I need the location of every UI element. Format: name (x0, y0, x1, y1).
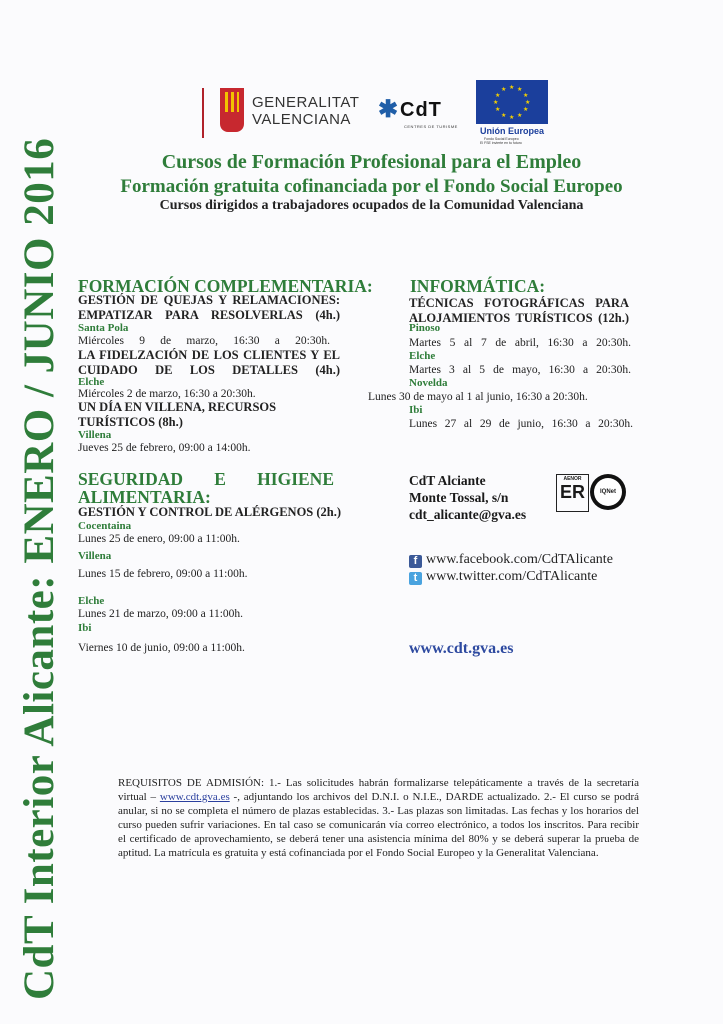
course-location: Elche (78, 376, 105, 388)
course-location: Elche (78, 595, 105, 607)
eu-logo (476, 80, 548, 144)
course-date: Lunes 25 de enero, 09:00 a 11:00h. (78, 533, 240, 545)
website-link[interactable]: www.cdt.gva.es (409, 640, 514, 657)
aenor-label: AENOR (563, 476, 582, 482)
cdt-star-icon: ✱ (378, 96, 399, 123)
cdt-logo (378, 95, 468, 131)
header-audience: Cursos dirigidos a trabajadores ocupados de la Comunidad Valenciana (159, 198, 584, 213)
aenor-badge (556, 474, 589, 512)
course-title: GESTIÓN Y CONTROL DE ALÉRGENOS (2h.) (78, 505, 342, 519)
course-location: Villena (78, 429, 112, 441)
course-date: Martes 5 al 7 de abril, 16:30 a 20:30h. (409, 337, 631, 349)
requisitos-text (118, 776, 639, 860)
iqnet-label: IQNet (594, 478, 622, 506)
logo-divider (202, 88, 204, 138)
twitter-link[interactable] (409, 569, 597, 585)
course-date: Lunes 21 de marzo, 09:00 a 11:00h. (78, 608, 244, 620)
course-location: Villena (78, 550, 112, 562)
section-title-informatica: INFORMÁTICA: (410, 276, 546, 296)
twitter-icon: t (409, 572, 422, 585)
course-location: Santa Pola (78, 322, 129, 334)
course-date: Jueves 25 de febrero, 09:00 a 14:00h. (78, 442, 251, 454)
course-location: Novelda (409, 377, 448, 389)
course-location: Ibi (409, 404, 423, 416)
section-title-seguridad: SEGURIDAD E HIGIENE ALIMENTARIA: (78, 469, 334, 507)
requisitos-part2: -, adjuntando los archivos del D.N.I. o N.I.E., DARDE actualizado. 2.- El curso se podrá anular, si no se completa el número de plazas establecidas. 3.- Las plazas son limitadas. Las fechas y los horarios del curso pueden sufrir variaciones. En tal caso se comunicarán vía correo electrónico, a todos los inscritos. Para recibir el certificado de aprovechamiento, se deberá tener una asistencia mínima del 80% y se deberá superar la prueba de aptitud. La matrícula es gratuita y está cofinanciada por el Fondo Social Europeo y la Generalitat Valenciana. (118, 791, 639, 859)
course-location: Pinoso (409, 322, 441, 334)
course-date: Lunes 30 de mayo al 1 al junio, 16:30 a 20:30h. (368, 391, 588, 403)
course-date: Miércoles 2 de marzo, 16:30 a 20:30h. (78, 388, 256, 400)
course-date: Lunes 27 al 29 de junio, 16:30 a 20:30h. (409, 418, 633, 430)
cdt-logo-name: CdT (400, 99, 442, 121)
crest-icon (220, 88, 244, 132)
facebook-url: www.facebook.com/CdTAlicante (426, 552, 613, 567)
aenor-mark: ER (559, 482, 585, 502)
twitter-url: www.twitter.com/CdTAlicante (426, 569, 598, 584)
facebook-link[interactable] (409, 552, 613, 568)
generalitat-line1: GENERALITAT (252, 94, 360, 111)
facebook-icon: f (409, 555, 422, 568)
contact-email[interactable]: cdt_alicante@gva.es (409, 507, 527, 522)
course-title: UN DÍA EN VILLENA, RECURSOS TURÍSTICOS (8h.) (78, 400, 277, 429)
course-title: LA FIDELZACIÓN DE LOS CLIENTES Y EL CUIDADO DE LOS DETALLES (4h.) (78, 348, 340, 377)
header-title: Cursos de Formación Profesional para el Empleo (161, 151, 582, 173)
course-date: Martes 3 al 5 de mayo, 16:30 a 20:30h. (409, 364, 631, 376)
secretaria-link[interactable]: www.cdt.gva.es (159, 791, 230, 803)
course-title: GESTIÓN DE QUEJAS Y RELAMACIONES: EMPATIZAR PARA RESOLVERLAS (4h.) (78, 293, 340, 322)
course-location: Elche (409, 350, 436, 362)
eu-motto: El FSE invierte en tu futuro (480, 141, 522, 145)
eu-fund: Fondo Social Europeo (484, 137, 519, 141)
course-title: TÉCNICAS FOTOGRÁFICAS PARA ALOJAMIENTOS TURÍSTICOS (12h.) (409, 296, 629, 325)
requisitos-part1: REQUISITOS DE ADMISIÓN: 1.- Las solicitudes habrán formalizarse telepáticamente a través de la secretaría virtual – (118, 777, 639, 803)
section-title-complementaria: FORMACIÓN COMPLEMENTARIA: (78, 276, 373, 296)
course-date: Lunes 15 de febrero, 09:00 a 11:00h. (78, 568, 248, 580)
generalitat-logo (202, 84, 360, 140)
course-location: Cocentaina (78, 520, 132, 532)
iqnet-badge (590, 474, 626, 510)
generalitat-line2: VALENCIANA (252, 111, 351, 128)
contact-address: Monte Tossal, s/n (409, 490, 509, 505)
course-date: Miércoles 9 de marzo, 16:30 a 20:30h. (78, 335, 330, 347)
course-date: Viernes 10 de junio, 09:00 a 11:00h. (78, 642, 245, 654)
cdt-logo-subtitle: CENTRES DE TURISME (404, 124, 458, 129)
vertical-title: CdT Interior Alicante: ENERO / JUNIO 2016 (16, 137, 63, 1000)
course-location: Ibi (78, 622, 92, 634)
eu-name: Unión Europea (480, 126, 545, 136)
contact-name: CdT Alciante (409, 473, 486, 488)
header-subtitle: Formación gratuita cofinanciada por el Fondo Social Europeo (120, 176, 623, 197)
eu-flag-icon: ★ ★ ★ ★ ★ ★ ★ ★ ★ ★ ★ ★ (476, 80, 548, 124)
